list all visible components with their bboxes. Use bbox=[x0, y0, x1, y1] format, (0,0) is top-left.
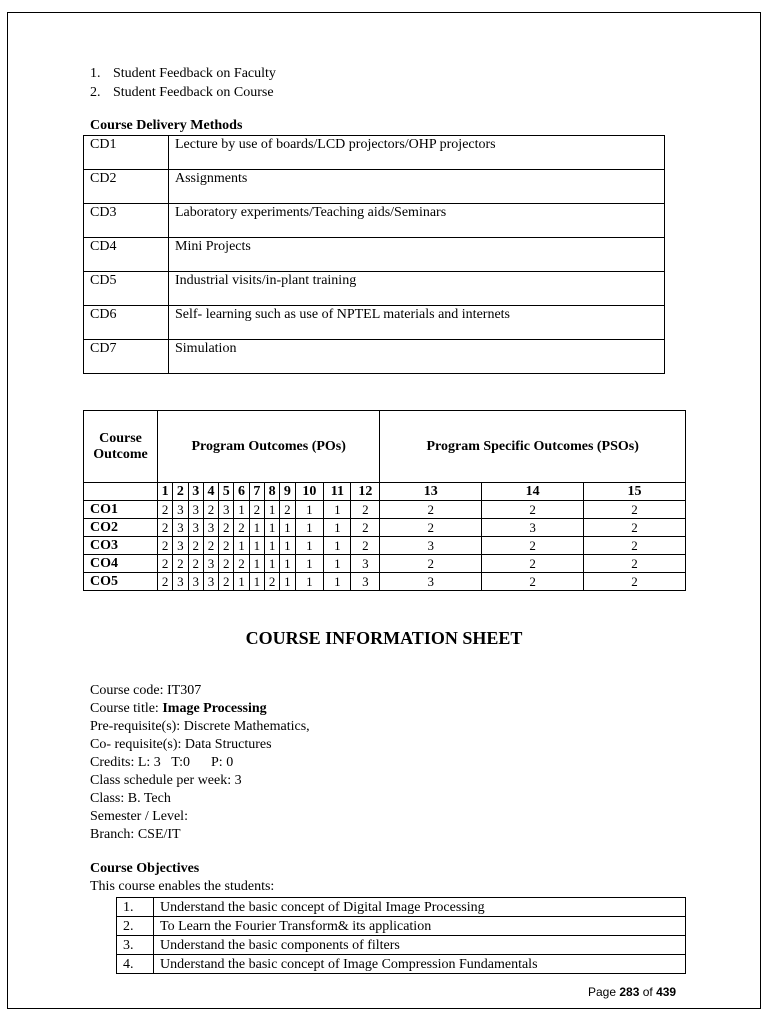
mapping-cell: 2 bbox=[234, 519, 249, 537]
page-footer: Page 283 of 439 bbox=[588, 985, 677, 999]
column-header: 9 bbox=[280, 483, 295, 501]
mapping-cell: 1 bbox=[295, 501, 324, 519]
course-outcome-code: CO1 bbox=[84, 501, 158, 519]
mapping-cell: 1 bbox=[280, 519, 295, 537]
mapping-cell: 1 bbox=[280, 555, 295, 573]
mapping-cell: 1 bbox=[280, 573, 295, 591]
mapping-cell: 2 bbox=[380, 555, 482, 573]
mapping-cell: 2 bbox=[203, 501, 218, 519]
mapping-cell: 3 bbox=[173, 573, 188, 591]
mapping-cell: 3 bbox=[380, 573, 482, 591]
prerequisites: Pre-requisite(s): Discrete Mathematics, bbox=[90, 719, 310, 734]
objectives-table bbox=[116, 897, 686, 974]
mapping-cell: 2 bbox=[219, 537, 234, 555]
mapping-cell: 1 bbox=[264, 537, 279, 555]
table-row bbox=[84, 519, 686, 537]
mapping-cell: 2 bbox=[158, 573, 173, 591]
course-outcome-header: Course Outcome bbox=[84, 411, 158, 483]
page-title: COURSE INFORMATION SHEET bbox=[245, 628, 523, 648]
mapping-cell: 2 bbox=[351, 537, 380, 555]
mapping-cell: 2 bbox=[173, 555, 188, 573]
delivery-methods-table bbox=[83, 135, 665, 374]
course-outcome-code: CO3 bbox=[84, 537, 158, 555]
column-header-blank bbox=[84, 483, 158, 501]
mapping-cell: 2 bbox=[584, 573, 686, 591]
course-info bbox=[90, 682, 310, 844]
class: Class: B. Tech bbox=[90, 791, 171, 806]
mapping-cell: 3 bbox=[380, 537, 482, 555]
mapping-cell: 2 bbox=[203, 537, 218, 555]
table-row: 1. Understand the basic concept of Digital Image Processing bbox=[117, 898, 686, 917]
table-row: 2. To Learn the Fourier Transform& its application bbox=[117, 917, 686, 936]
table-row: CD1 Lecture by use of boards/LCD projectors/OHP projectors bbox=[84, 136, 665, 170]
pso-header: Program Specific Outcomes (PSOs) bbox=[380, 411, 686, 483]
table-row bbox=[84, 501, 686, 519]
mapping-cell: 1 bbox=[234, 573, 249, 591]
column-header: 7 bbox=[249, 483, 264, 501]
mapping-cell: 3 bbox=[351, 573, 380, 591]
feedback-item: 2. Student Feedback on Course bbox=[90, 85, 274, 100]
mapping-cell: 1 bbox=[234, 537, 249, 555]
mapping-cell: 1 bbox=[249, 537, 264, 555]
mapping-cell: 2 bbox=[380, 519, 482, 537]
column-header: 3 bbox=[188, 483, 203, 501]
mapping-cell: 1 bbox=[264, 501, 279, 519]
mapping-cell: 1 bbox=[280, 537, 295, 555]
column-header: 4 bbox=[203, 483, 218, 501]
program-outcomes-header: Program Outcomes (POs) bbox=[158, 411, 380, 483]
table-row bbox=[84, 573, 686, 591]
mapping-cell: 1 bbox=[295, 573, 324, 591]
co-po-mapping-table bbox=[83, 410, 686, 591]
mapping-cell: 1 bbox=[249, 555, 264, 573]
mapping-cell: 2 bbox=[482, 573, 584, 591]
credits: Credits: L: 3 T:0 P: 0 bbox=[90, 755, 234, 770]
mapping-cell: 3 bbox=[173, 519, 188, 537]
mapping-cell: 3 bbox=[188, 573, 203, 591]
mapping-cell: 2 bbox=[351, 519, 380, 537]
column-header: 15 bbox=[584, 483, 686, 501]
mapping-cell: 2 bbox=[584, 501, 686, 519]
mapping-cell: 3 bbox=[188, 519, 203, 537]
mapping-cell: 3 bbox=[173, 501, 188, 519]
mapping-cell: 1 bbox=[264, 519, 279, 537]
column-header: 6 bbox=[234, 483, 249, 501]
mapping-cell: 1 bbox=[295, 555, 324, 573]
mapping-cell: 2 bbox=[219, 573, 234, 591]
branch: Branch: CSE/IT bbox=[90, 827, 181, 842]
column-header: 5 bbox=[219, 483, 234, 501]
mapping-cell: 1 bbox=[324, 501, 351, 519]
column-header: 2 bbox=[173, 483, 188, 501]
mapping-cell: 3 bbox=[203, 519, 218, 537]
table-row: 3. Understand the basic components of filters bbox=[117, 936, 686, 955]
mapping-cell: 2 bbox=[584, 555, 686, 573]
mapping-cell: 2 bbox=[380, 501, 482, 519]
course-outcome-code: CO5 bbox=[84, 573, 158, 591]
objectives-heading: Course Objectives bbox=[90, 861, 200, 876]
column-header: 12 bbox=[351, 483, 380, 501]
mapping-cell: 1 bbox=[324, 519, 351, 537]
mapping-cell: 3 bbox=[203, 573, 218, 591]
mapping-cell: 1 bbox=[324, 537, 351, 555]
mapping-cell: 1 bbox=[324, 555, 351, 573]
course-outcome-code: CO2 bbox=[84, 519, 158, 537]
mapping-cell: 2 bbox=[351, 501, 380, 519]
course-code: Course code: IT307 bbox=[90, 683, 202, 698]
mapping-cell: 2 bbox=[482, 501, 584, 519]
column-header: 1 bbox=[158, 483, 173, 501]
mapping-cell: 2 bbox=[158, 519, 173, 537]
mapping-cell: 1 bbox=[295, 537, 324, 555]
course-title: Course title: Image Processing bbox=[90, 701, 267, 716]
mapping-cell: 2 bbox=[219, 519, 234, 537]
class-schedule: Class schedule per week: 3 bbox=[90, 773, 242, 788]
mapping-cell: 3 bbox=[188, 501, 203, 519]
mapping-cell: 3 bbox=[203, 555, 218, 573]
table-row: CD2 Assignments bbox=[84, 170, 665, 204]
mapping-cell: 1 bbox=[234, 501, 249, 519]
mapping-cell: 3 bbox=[173, 537, 188, 555]
table-row: CD3 Laboratory experiments/Teaching aids/Seminars bbox=[84, 204, 665, 238]
column-header: 10 bbox=[295, 483, 324, 501]
mapping-cell: 1 bbox=[249, 519, 264, 537]
mapping-cell: 2 bbox=[234, 555, 249, 573]
delivery-heading: Course Delivery Methods bbox=[90, 118, 243, 133]
mapping-cell: 3 bbox=[351, 555, 380, 573]
mapping-cell: 3 bbox=[482, 519, 584, 537]
mapping-cell: 2 bbox=[264, 573, 279, 591]
mapping-cell: 1 bbox=[264, 555, 279, 573]
table-row: CD7 Simulation bbox=[84, 340, 665, 374]
mapping-cell: 2 bbox=[584, 519, 686, 537]
feedback-item: 1. Student Feedback on Faculty bbox=[90, 66, 276, 81]
mapping-cell: 2 bbox=[584, 537, 686, 555]
mapping-cell: 2 bbox=[482, 537, 584, 555]
mapping-cell: 1 bbox=[249, 573, 264, 591]
table-row: CD4 Mini Projects bbox=[84, 238, 665, 272]
column-header: 14 bbox=[482, 483, 584, 501]
mapping-cell: 2 bbox=[219, 555, 234, 573]
mapping-cell: 2 bbox=[188, 537, 203, 555]
table-row: 4. Understand the basic concept of Image Compression Fundamentals bbox=[117, 955, 686, 974]
mapping-cell: 2 bbox=[249, 501, 264, 519]
column-header: 8 bbox=[264, 483, 279, 501]
mapping-cell: 2 bbox=[158, 537, 173, 555]
mapping-cell: 2 bbox=[158, 555, 173, 573]
mapping-cell: 2 bbox=[158, 501, 173, 519]
semester: Semester / Level: bbox=[90, 809, 188, 824]
table-row: CD6 Self- learning such as use of NPTEL materials and internets bbox=[84, 306, 665, 340]
column-header: 13 bbox=[380, 483, 482, 501]
mapping-cell: 2 bbox=[188, 555, 203, 573]
mapping-cell: 1 bbox=[324, 573, 351, 591]
corequisites: Co- requisite(s): Data Structures bbox=[90, 737, 272, 752]
objectives-intro: This course enables the students: bbox=[90, 879, 275, 894]
table-row bbox=[84, 537, 686, 555]
mapping-cell: 3 bbox=[219, 501, 234, 519]
mapping-cell: 2 bbox=[482, 555, 584, 573]
table-row: CD5 Industrial visits/in-plant training bbox=[84, 272, 665, 306]
mapping-cell: 1 bbox=[295, 519, 324, 537]
table-row bbox=[84, 555, 686, 573]
column-header: 11 bbox=[324, 483, 351, 501]
mapping-cell: 2 bbox=[280, 501, 295, 519]
course-outcome-code: CO4 bbox=[84, 555, 158, 573]
feedback-list bbox=[90, 64, 276, 102]
